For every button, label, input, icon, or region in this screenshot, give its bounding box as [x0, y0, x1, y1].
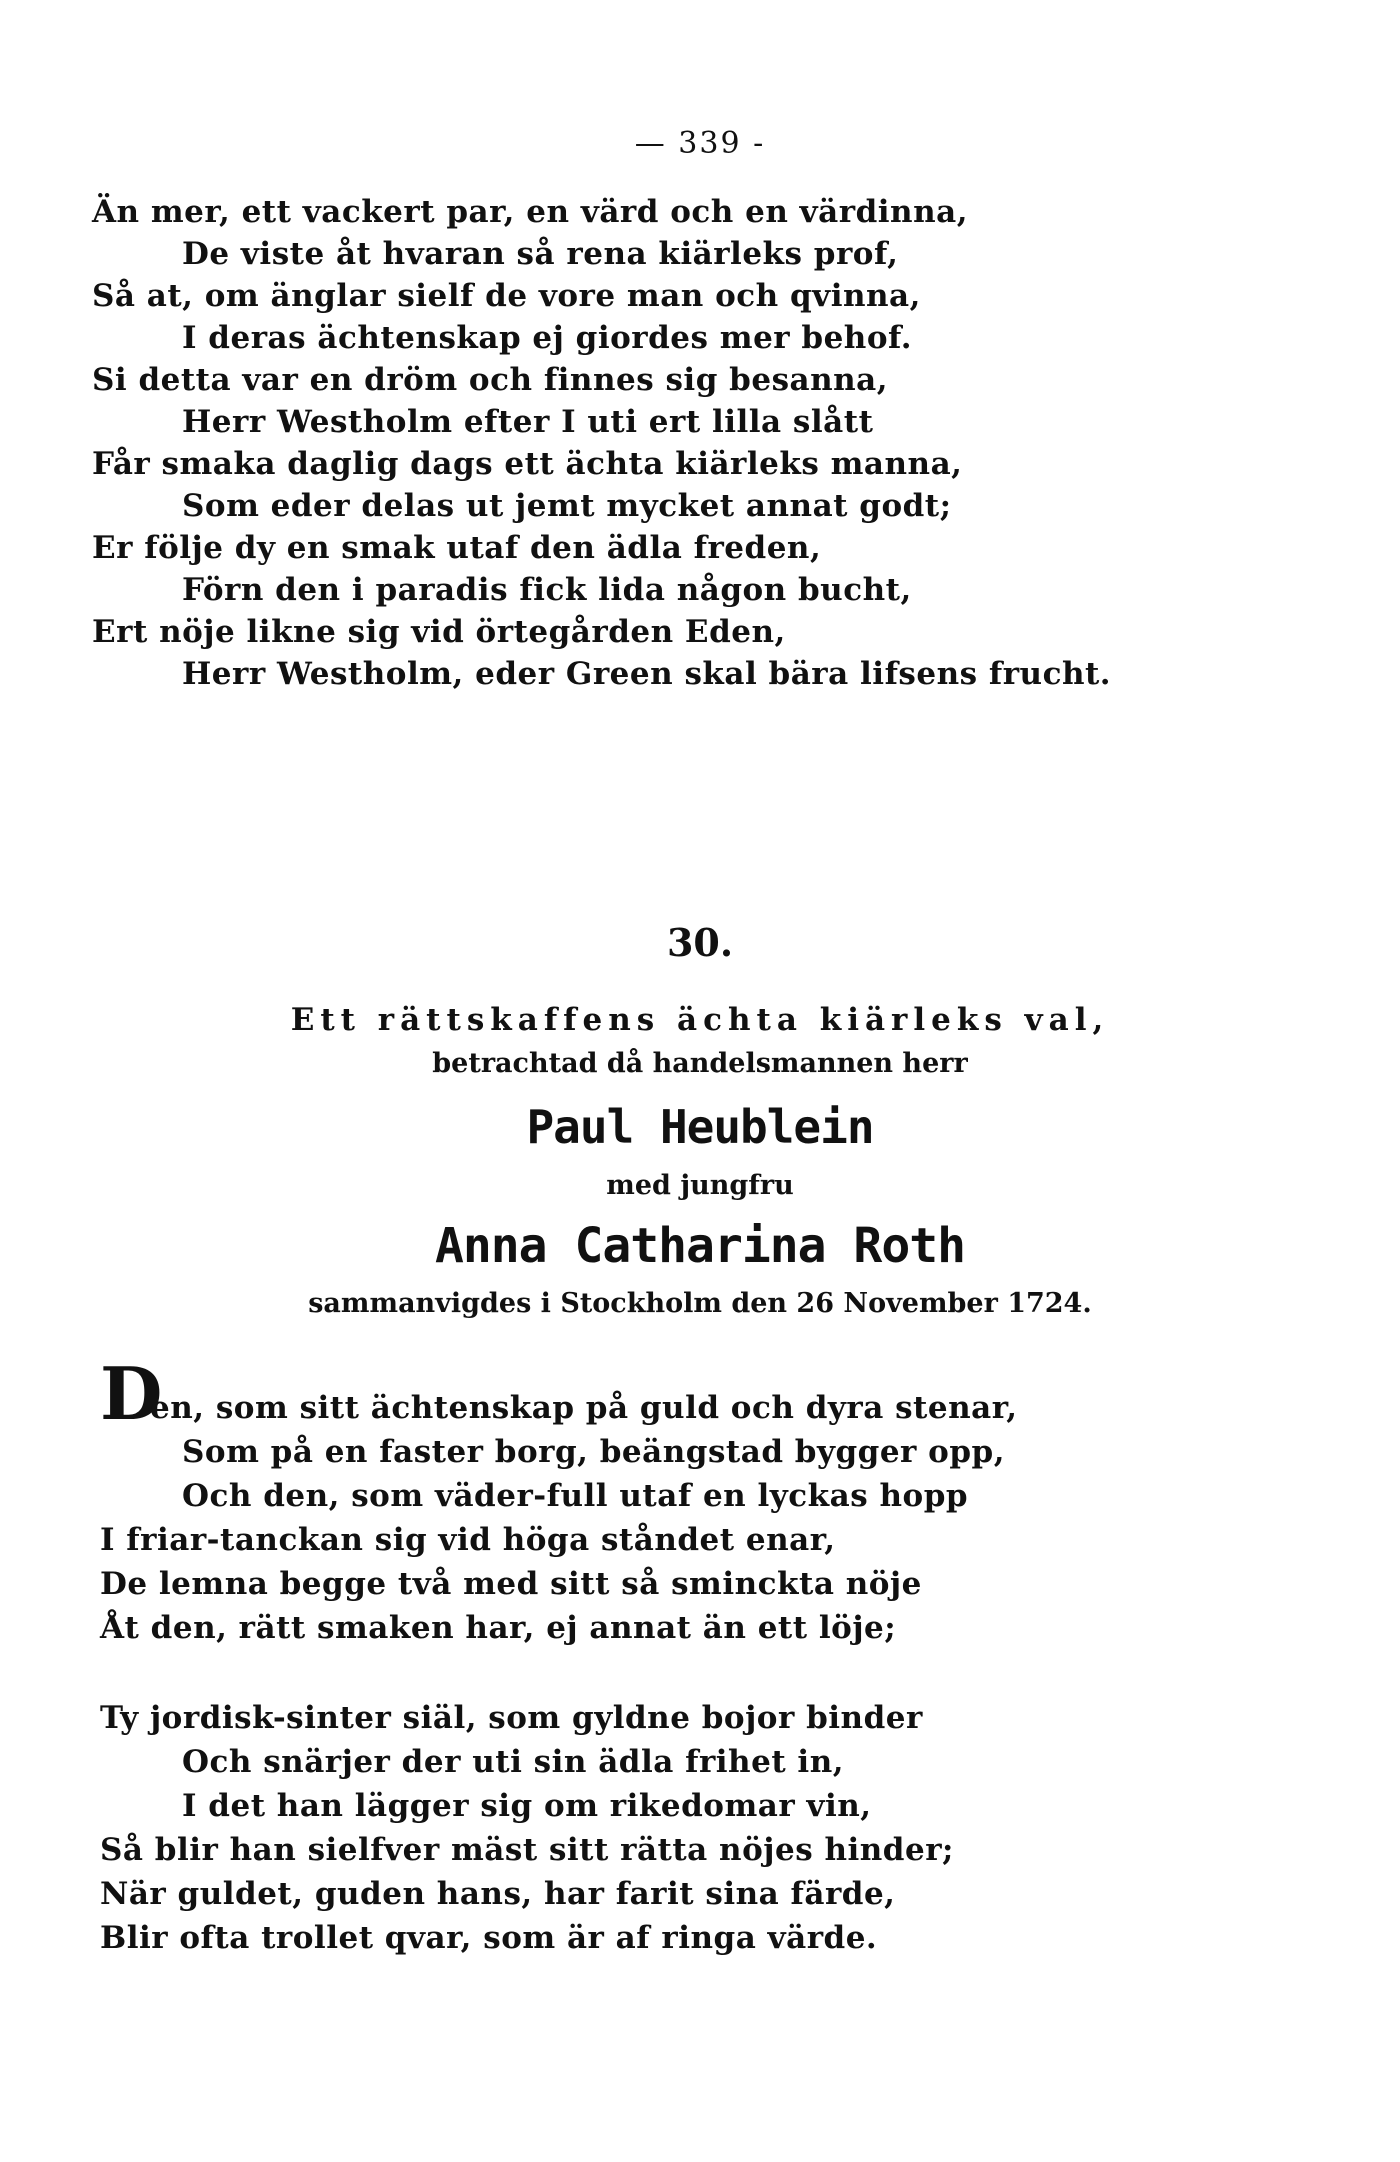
stanza-1-line: De viste åt hvaran så rena kiärleks prof,	[182, 236, 899, 272]
stanza-1-line: Så at, om änglar sielf de vore man och qvinna,	[92, 278, 921, 314]
stanza-1-line: Herr Westholm, eder Green skal bära lifsens frucht.	[182, 656, 1112, 692]
poem-title-line: Ett rättskaffens ächta kiärleks val,	[290, 1002, 1110, 1038]
wedding-date-line: sammanvigdes i Stockholm den 26 November 1724.	[308, 1288, 1092, 1319]
stanza-1-line: Er följe dy en smak utaf den ädla freden,	[92, 530, 822, 566]
stanza-3-line: När guldet, guden hans, har farit sina färde,	[100, 1876, 896, 1912]
stanza-2-line: Åt den, rätt smaken har, ej annat än ett löje;	[100, 1610, 897, 1646]
stanza-1-line: Får smaka daglig dags ett ächta kiärleks manna,	[92, 446, 963, 482]
poem-subtitle-line: med jungfru	[606, 1170, 794, 1201]
stanza-3-line: Så blir han sielfver mäst sitt rätta nöjes hinder;	[100, 1832, 954, 1868]
stanza-3-line: Ty jordisk-sinter siäl, som gyldne bojor binder	[100, 1700, 923, 1736]
stanza-2-line: I friar-tanckan sig vid höga ståndet enar,	[100, 1522, 836, 1558]
stanza-1-line: Än mer, ett vackert par, en värd och en värdinna,	[92, 194, 969, 230]
stanza-2-line: en, som sitt ächtenskap på guld och dyra stenar,	[150, 1390, 1018, 1426]
drop-cap: D	[100, 1351, 163, 1436]
groom-name: Paul Heublein	[526, 1100, 874, 1154]
stanza-3-line: Blir ofta trollet qvar, som är af ringa värde.	[100, 1920, 878, 1956]
stanza-1-line: Förn den i paradis fick lida någon bucht,	[182, 572, 912, 608]
stanza-3-line: Och snärjer der uti sin ädla frihet in,	[182, 1744, 845, 1780]
stanza-1-line: Si detta var en dröm och finnes sig besanna,	[92, 362, 889, 398]
poem-number: 30.	[666, 920, 734, 965]
stanza-3-line: I det han lägger sig om rikedomar vin,	[182, 1788, 872, 1824]
bride-name: Anna Catharina Roth	[434, 1218, 966, 1274]
stanza-1-line: Som eder delas ut jemt mycket annat godt;	[182, 488, 952, 524]
stanza-1-line: Herr Westholm efter I uti ert lilla slått	[182, 404, 874, 440]
stanza-1-line: Ert nöje likne sig vid örtegården Eden,	[92, 614, 786, 650]
stanza-2-line: Och den, som väder-full utaf en lyckas hopp	[182, 1478, 969, 1514]
page-number: — 339 -	[634, 126, 766, 161]
poem-subtitle-line: betrachtad då handelsmannen herr	[432, 1048, 968, 1079]
stanza-2-line: Som på en faster borg, beängstad bygger opp,	[182, 1434, 1005, 1470]
stanza-2-line: De lemna begge två med sitt så sminckta nöje	[100, 1566, 922, 1602]
stanza-1-line: I deras ächtenskap ej giordes mer behof.	[182, 320, 913, 356]
